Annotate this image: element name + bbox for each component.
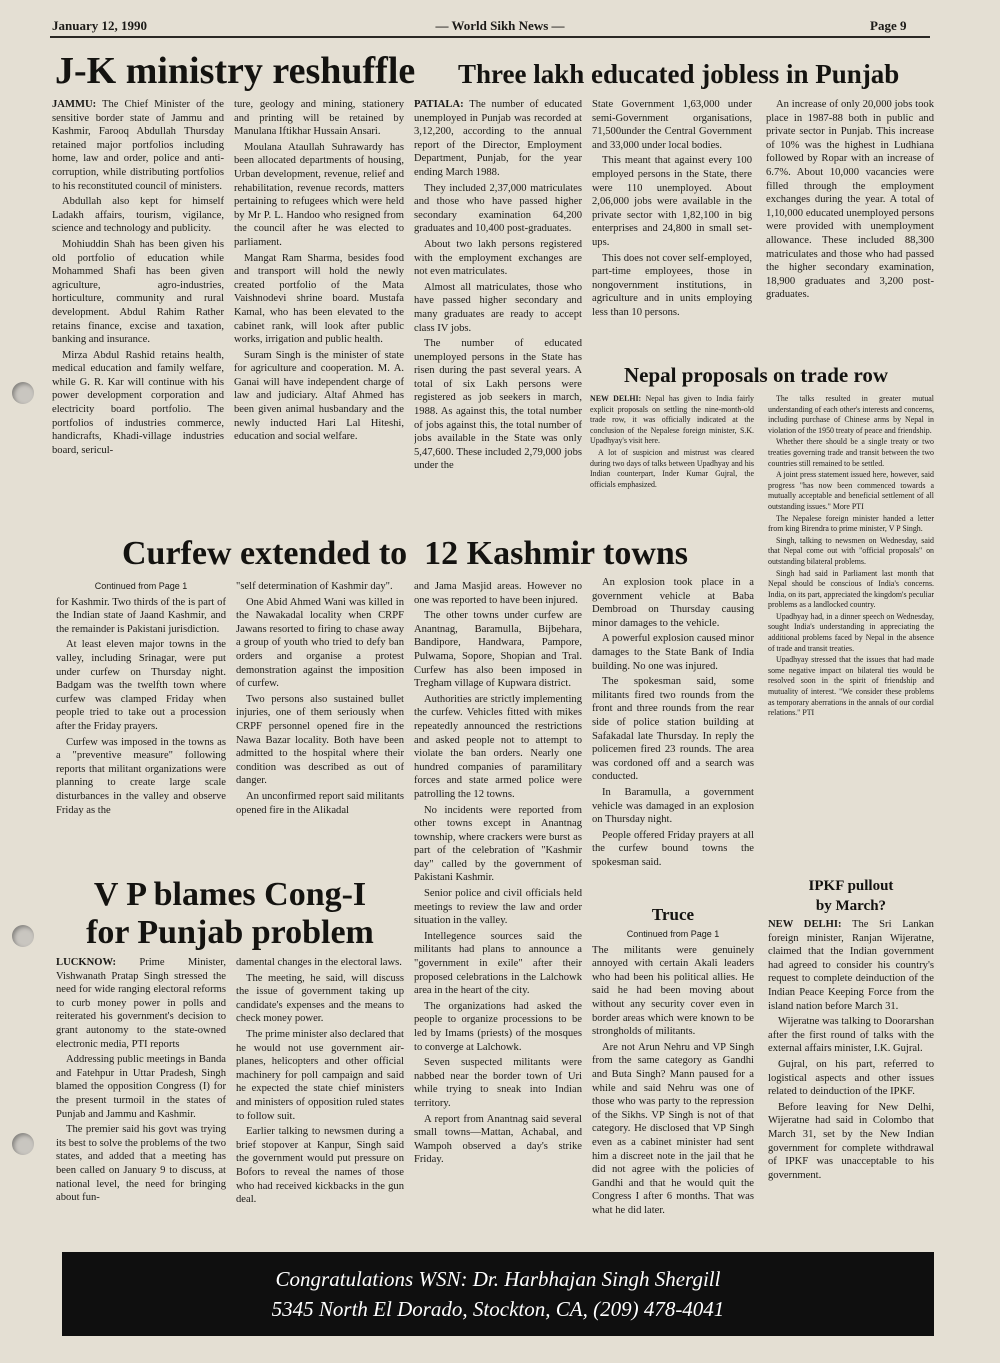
curfew-headline: Curfew extended to 12 Kashmir towns: [122, 535, 689, 572]
jk-column-1: JAMMU: The Chief Minister of the sensitive border state of Jammu and Kashmir, Farooq Abdullah Thursday retained major portfolios including home, law and order, police and anti-corruption, while distributing portfolios to his reconstituted council of ministers. Abdullah also kept for himself Ladakh affairs, tourism, vigilance, science and technology and publicity. Mohiuddin Shah has been given his old portfolio of education while Mohammed Shafi has been given agriculture, agro-industries, horticulture, community and rural development. Abdul Rahim Rather retains finance, excise and taxation, banking and insurance. Mirza Abdul Rashid retains health, medical education and family welfare, while G. R. Kar will continue with his power development corporation and electricity board portfolio. The portfolios of industries commerce, handicrafts, Khadi-village industries board, sericul-: [52, 99, 224, 456]
truce-headline: Truce: [651, 905, 695, 924]
curfew-column-2: "self determination of Kashmir day". One Abid Ahmed Wani was killed in the Nawakadal locality when CRPF Jawans resorted to firing to chase away a group of youth who tried to defy ban orders and organise a protest demonstration against the imposition of curfew. Two persons also sustained bullet injuries, one of them seriously when CRPF personnel opened fire in the Nawa Bazar locality. Both have been admitted to the hospital where their condition was described as out of danger. An unconfirmed report said militants opened fire in the Alikadal: [236, 581, 404, 816]
punch-hole: [12, 382, 34, 404]
curfew-column-1: Continued from Page 1 for Kashmir. Two thirds of the is part of the Indian state of Jaand Kashmir, and the remainder is Pakistani jurisdiction. At least eleven major towns in the valley, including Srinagar, were put under curfew on Thursday night. Badgam was the twelfth town where curfew was clamped Friday when people tried to take out a procession after the Friday prayers. Curfew was imposed in the towns as a "preventive measure" following reports that militant organizations were planning to create large scale disturbances in the valley and observe Friday as the: [56, 581, 226, 816]
nepal-headline: Nepal proposals on trade row: [624, 363, 889, 387]
vp-headline: V P blames Cong-I for Punjab problem: [86, 876, 374, 951]
congratulations-ad: [62, 1252, 934, 1336]
jk-column-2: ture, geology and mining, stationery and printing will be retained by Manulana Iftikhar Hussain Ansari. Moulana Ataullah Suhrawardy has been allocated departments of housing, Urban development, revenue, relief and rehabilitation, revenue records, matters pertaining to refugees which were held by Mr P. L. Handoo who resigned from the council after he was elected to parliament. Mangat Ram Sharma, besides food and transport will hold the newly created portfolio of the Mata Vaishnodevi shrine board. Mustafa Kamal, who has been elevated to the cabinet rank, will look after public works, irrigation and public health. Suram Singh is the minister of state for agriculture and cooperation. M. A. Ganai will have independent charge of law and judiciary. Altaf Ahmed has been given animal husbandary and the newly inducted Hari Lal Hiteshi, education and social welfare.: [234, 99, 404, 443]
jk-headline: J-K ministry reshuffle: [55, 50, 416, 92]
dateline: JAMMU:: [52, 99, 97, 110]
punjab-column-1: PATIALA: The number of educated unemployed in Punjab was recorded at 3,12,200, according to the annual report of the Director, Employment Department, Punjab, for the year ending March 1988. They included 2,37,000 matriculates and those who have passed higher secondary examination 64,200 graduates and 10,400 post-graduates. About two lakh persons registered with the employment exchanges are not even matriculates. Almost all matriculates, those who have passed higher secondary and many graduates are ready to accept class IV jobs. The number of educated unemployed persons in the State has risen during the past several years. A total of six Lakh persons were registered as job seekers in march, 1988. As against this, the total number of jobs against this, the total number of jobs available in the State was only 5,47,600. These included 2,79,000 jobs under the: [414, 99, 582, 472]
punjab-column-2: State Government 1,63,000 under semi-Government organisations, 71,500under the Central Government and 33,000 under local bodies. This meant that against every 100 employed persons in the State, there were 110 unemployed. About 2,06,000 jobs were available in the private sector with 1,82,100 in big enterprises and 24,800 in small set-ups. This does not cover self-employed, part-time employees, those in nongovernment institutions, in agriculture and in units employing less than 10 persons.: [592, 99, 752, 318]
punjab-column-3: An increase of only 20,000 jobs took place in 1987-88 both in public and private sector in Punjab. This increase of 10% was the highest in Ludhiana followed by Ropar with an increase of 6.7%. About 10,000 vacancies were filled through the employment exchanges during the year. A total of 1,10,000 educated unemployed persons were provided with unemployment allowance. These included 88,300 matriculates and those who had passed the higher secondary examination, 18,900 graduates and 3,200 post-graduates.: [766, 99, 934, 301]
curfew-column-3: and Jama Masjid areas. However no one was reported to have been injured. The other towns under curfew are Anantnag, Baramulla, Bijbehara, Bandipore, Handwara, Pampore, Pulwama, Sopore, Shopian and Tral. Curfew has also been imposed in Tregham village of Kupwara district. Authorities are strictly implementing the curfew. Vehicles fitted with mikes repeatedly announced the restrictions and asked people not to attempt to violate the ban orders. Nearly one hundred companies of paramilitary forces and state armed police were patrolling the 12 towns. No incidents were reported from other towns except in Anantnag township, where crackers were burst as part of the celebration of "Kashmir day" called by the government of Pakistani Kashmir. Senior police and civil officials held meetings to review the law and order situation in the valley. Intellegence sources said the militants had plans to announce a "government in exile" after their proposed celebrations in the Lalchowk area in the heart of the city. The organizations had asked the people to organize processions to be led by Imams (priests) of the mosques to converge at Lalchowk. Seven suspected militants were nabbed near the border town of Uri while trying to sneak into Indian territory. A report from Anantnag said several small towns—Mattan, Achabal, and Wampoh observed a day's strike Friday.: [414, 581, 582, 1166]
page-number: Page 9: [870, 18, 907, 33]
ipkf-headline: IPKF pullout by March?: [808, 878, 894, 914]
punch-hole: [12, 1133, 34, 1155]
punjab-headline: Three lakh educated jobless in Punjab: [458, 59, 900, 89]
ipkf-column: NEW DELHI: The Sri Lankan foreign minister, Ranjan Wijeratne, claimed that the Indian government had agreed to consider his country's request to complete deinduction of the Indian Peace Keeping Force from the island nation before March 31. Wijeratne was talking to Doorarshan after the first round of talks with the external affairs minister, I.K. Gujral. Gujral, on his part, referred to logistical aspects and other issues related to deinduction of the IPKF. Before leaving for New Delhi, Wijeratne had said in Colombo that March 31, set by the New Indian government for complete withdrawal of IPKF was unacceptable to his government.: [768, 919, 934, 1181]
curfew-column-4: An explosion took place in a government vehicle at Baba Dembroad on Thursday causing minor damages to the vehicle. A powerful explosion caused minor damages to the State Bank of India building. No one was injured. The spokesman said, some militants fired two rounds from the front and three rounds from the rear side of police station building at Safakadal late Thursday. In reply the policemen fired 23 rounds. The area was cordoned off and a search was conducted. In Baramulla, a government vehicle was damaged in an explosion on Thursday night. People offered Friday prayers at all the curfew bound towns the spokesman said.: [592, 577, 754, 868]
punch-hole: [12, 925, 34, 947]
paper-name: — World Sikh News —: [435, 18, 565, 33]
dateline: PATIALA:: [414, 99, 464, 110]
continued-note: Continued from Page 1: [626, 929, 720, 939]
dateline: NEW DELHI:: [590, 394, 642, 403]
header-rule: [50, 36, 930, 38]
vp-column-2: damental changes in the electoral laws. The meeting, he said, will discuss the issue of government taking up candidate's expenses and the means to check money power. The prime minister also declared that he would not use government air-planes, helicopters and other official machinery for poll campaign and said he expected the state chief ministers and ministers of opposition ruled states to follow suit. Earlier talking to newsmen during a brief stopover at Kanpur, Singh said the government would put pressure on Bofors to reveal the names of those who had received kickbacks in the gun deal.: [236, 957, 404, 1206]
ad-line-1: Congratulations WSN: Dr. Harbhajan Singh Shergill: [275, 1267, 721, 1291]
vp-column-1: LUCKNOW: Prime Minister, Vishwanath Pratap Singh stressed the need for wide ranging electoral reforms to curb money power in polls and reiterated his government's decision to grant autonomy to the state-owned electronic media, PTI reports Addressing public meetings in Banda and Fatehpur in Uttar Pradesh, Singh blamed the opposition Congress (I) for the present turmoil in the states of Punjab and Jammu and Kashmir. The premier said his govt was trying its best to solve the problems of the two states, and added that a meeting has been called on January 9 to discuss, at national level, the need for bringing about fun-: [56, 957, 226, 1204]
continued-note: Continued from Page 1: [94, 581, 188, 591]
dateline: NEW DELHI:: [768, 919, 842, 930]
nepal-column-2: The talks resulted in greater mutual understanding of each other's interests and concerns, including purchase of Chinese arms by Nepal in violation of the 1950 treaty of peace and friendship. Whether there should be a single treaty or two treaties governing trade and transit between the two countries still remained to be settled. A joint press statement issued here, however, said progress "has now been commenced towards a mutually acceptable and beneficial settlement of all outstanding issues." More PTI The Nepalese foreign minister handed a letter from king Birendra to prime minister, V P Singh. Singh, talking to newsmen on Wednesday, said that Nepal come out with "official proposals" on outstanding bilateral problems. Singh had said in Parliament last month that Nepal should be conscious of India's concerns. India, on its part, appreciated the kingdom's peculiar problems as a landlocked country. Upadhyay had, in a dinner speech on Wednesday, sought India's understanding in appreciating the additional problems faced by Nepal in the absence of trade and transit treaties. Upadhyay stressed that the issues that had made some negative impact on bilateral ties would be resolved soon in the spirit of friendship and mutuality of interest. "We consider these problems as temporary aberrations in the annals of our cordial relations." PTI: [768, 394, 934, 718]
truce-column: Continued from Page 1 The militants were genuinely annoyed with certain Akali leaders who had been his political allies. He said he had been moving about without any security cover even in border areas which were known to be strongholds of militants. Are not Arun Nehru and VP Singh from the same category as Gandhi and Buta Singh? Mann paused for a while and said Nehru was one of those who was party to the repression of the Sikhs. VP Singh is not of that category. He disclosed that VP Singh even as a cabinet minister had sent him a discreet note in the jail that he did not agree with the policies of Gandhi and that he would quit the Congress I after 6 months. That was what he did later.: [592, 929, 754, 1216]
ad-line-2: 5345 North El Dorado, Stockton, CA, (209) 478-4041: [271, 1297, 725, 1321]
nepal-column-1: NEW DELHI: Nepal has given to India fairly explicit proposals on settling the nine-month-old trade row, it was officially indicated at the conclusion of the Nepalese foreign minister, S.K. Upadhyay's visit here. A lot of suspicion and mistrust was cleared during two days of talks between Upadhyay and his Indian counterpart, Inder Kumar Gujral, the officials emphasized.: [590, 394, 754, 489]
issue-date: January 12, 1990: [52, 18, 147, 33]
dateline: LUCKNOW:: [56, 957, 117, 968]
